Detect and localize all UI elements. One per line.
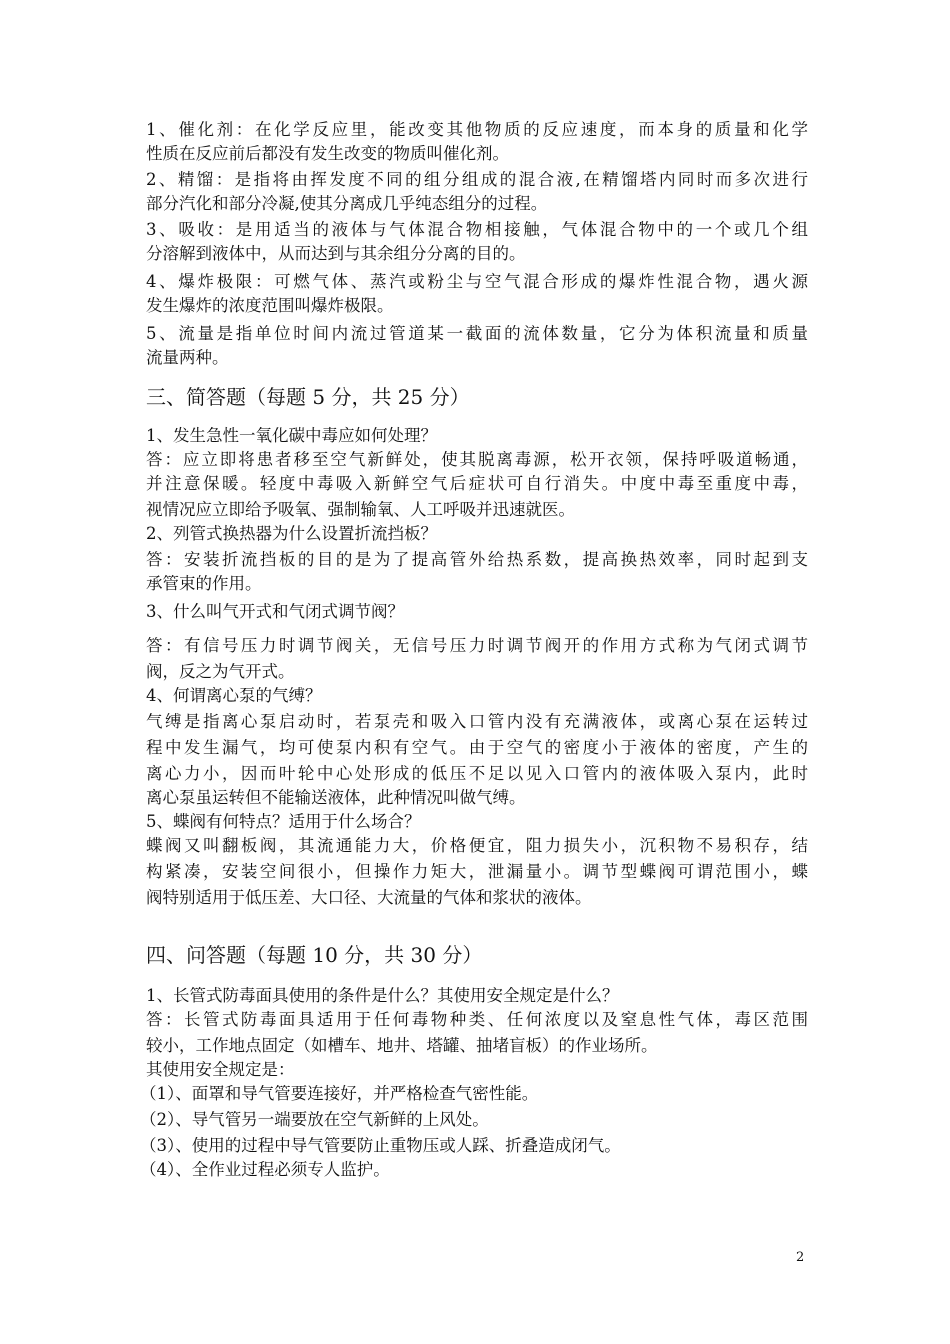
answer-line: 承管束的作用。 xyxy=(146,574,262,593)
section-3-heading: 三、简答题（每题 5 分，共 25 分） xyxy=(146,385,470,409)
answer-line: 构紧凑，安装空间很小，但操作力矩大，泄漏量小。调节型蝶阀可谓范围小，蝶 xyxy=(146,862,808,881)
definition-line: 流量两种。 xyxy=(146,348,229,367)
page-number: 2 xyxy=(796,1250,805,1265)
definition-line: 分溶解到液体中，从而达到与其余组分分离的目的。 xyxy=(146,244,526,263)
definition-line: 部分汽化和部分冷凝,使其分离成几乎纯态组分的过程。 xyxy=(146,194,548,213)
section-4-heading: 四、问答题（每题 10 分，共 30 分） xyxy=(146,943,483,967)
answer-line: 答：长管式防毒面具适用于任何毒物种类、任何浓度以及窒息性气体，毒区范围 xyxy=(146,1010,808,1029)
answer-line: 答：有信号压力时调节阀关，无信号压力时调节阀开的作用方式称为气闭式调节 xyxy=(146,636,808,655)
question-line: 5、蝶阀有何特点？适用于什么场合？ xyxy=(146,812,421,831)
definition-line: 发生爆炸的浓度范围叫爆炸极限。 xyxy=(146,296,394,315)
answer-line: 离心泵虽运转但不能输送液体，此种情况叫做气缚。 xyxy=(146,788,526,807)
answer-line: 阀，反之为气开式。 xyxy=(146,662,295,681)
definition-line: 4、爆炸极限：可燃气体、蒸汽或粉尘与空气混合形成的爆炸性混合物，遇火源 xyxy=(146,272,808,291)
definition-line: 1、催化剂：在化学反应里，能改变其他物质的反应速度，而本身的质量和化学 xyxy=(146,120,808,139)
definition-line: 性质在反应前后都没有发生改变的物质叫催化剂。 xyxy=(146,144,509,163)
answer-line: 蝶阀又叫翻板阀，其流通能力大，价格便宜，阻力损失小，沉积物不易积存，结 xyxy=(146,836,808,855)
question-line: 4、何谓离心泵的气缚？ xyxy=(146,686,322,705)
answer-line: 其使用安全规定是： xyxy=(146,1060,295,1079)
question-line: 3、什么叫气开式和气闭式调节阀？ xyxy=(146,602,404,621)
answer-line: 较小，工作地点固定（如槽车、地井、塔罐、抽堵盲板）的作业场所。 xyxy=(146,1036,658,1055)
definition-line: 2、精馏：是指将由挥发度不同的组分组成的混合液,在精馏塔内同时而多次进行 xyxy=(146,170,808,189)
rule-line: （2）、导气管另一端要放在空气新鲜的上风处。 xyxy=(140,1110,489,1129)
answer-line: 阀特别适用于低压差、大口径、大流量的气体和浆状的液体。 xyxy=(146,888,592,907)
answer-line: 并注意保暖。轻度中毒吸入新鲜空气后症状可自行消失。中度中毒至重度中毒， xyxy=(146,474,808,493)
answer-line: 气缚是指离心泵启动时，若泵壳和吸入口管内没有充满液体，或离心泵在运转过 xyxy=(146,712,808,731)
question-line: 1、发生急性一氧化碳中毒应如何处理？ xyxy=(146,426,437,445)
answer-line: 视情况应立即给予吸氧、强制输氧、人工呼吸并迅速就医。 xyxy=(146,500,575,519)
question-line: 1、长管式防毒面具使用的条件是什么？其使用安全规定是什么？ xyxy=(146,986,619,1005)
rule-line: （3）、使用的过程中导气管要防止重物压或人踩、折叠造成闭气。 xyxy=(140,1136,621,1155)
question-line: 2、列管式换热器为什么设置折流挡板？ xyxy=(146,524,437,543)
rule-line: （4）、全作业过程必须专人监护。 xyxy=(140,1160,390,1179)
definition-line: 5、流量是指单位时间内流过管道某一截面的流体数量，它分为体积流量和质量 xyxy=(146,324,808,343)
answer-line: 答：应立即将患者移至空气新鲜处，使其脱离毒源，松开衣领，保持呼吸道畅通， xyxy=(146,450,808,469)
definition-line: 3、吸收：是用适当的液体与气体混合物相接触，气体混合物中的一个或几个组 xyxy=(146,220,808,239)
rule-line: （1）、面罩和导气管要连接好，并严格检查气密性能。 xyxy=(140,1084,539,1103)
answer-line: 离心力小，因而叶轮中心处形成的低压不足以见入口管内的液体吸入泵内，此时 xyxy=(146,764,808,783)
answer-line: 程中发生漏气，均可使泵内积有空气。由于空气的密度小于液体的密度，产生的 xyxy=(146,738,808,757)
answer-line: 答：安装折流挡板的目的是为了提高管外给热系数，提高换热效率，同时起到支 xyxy=(146,550,808,569)
